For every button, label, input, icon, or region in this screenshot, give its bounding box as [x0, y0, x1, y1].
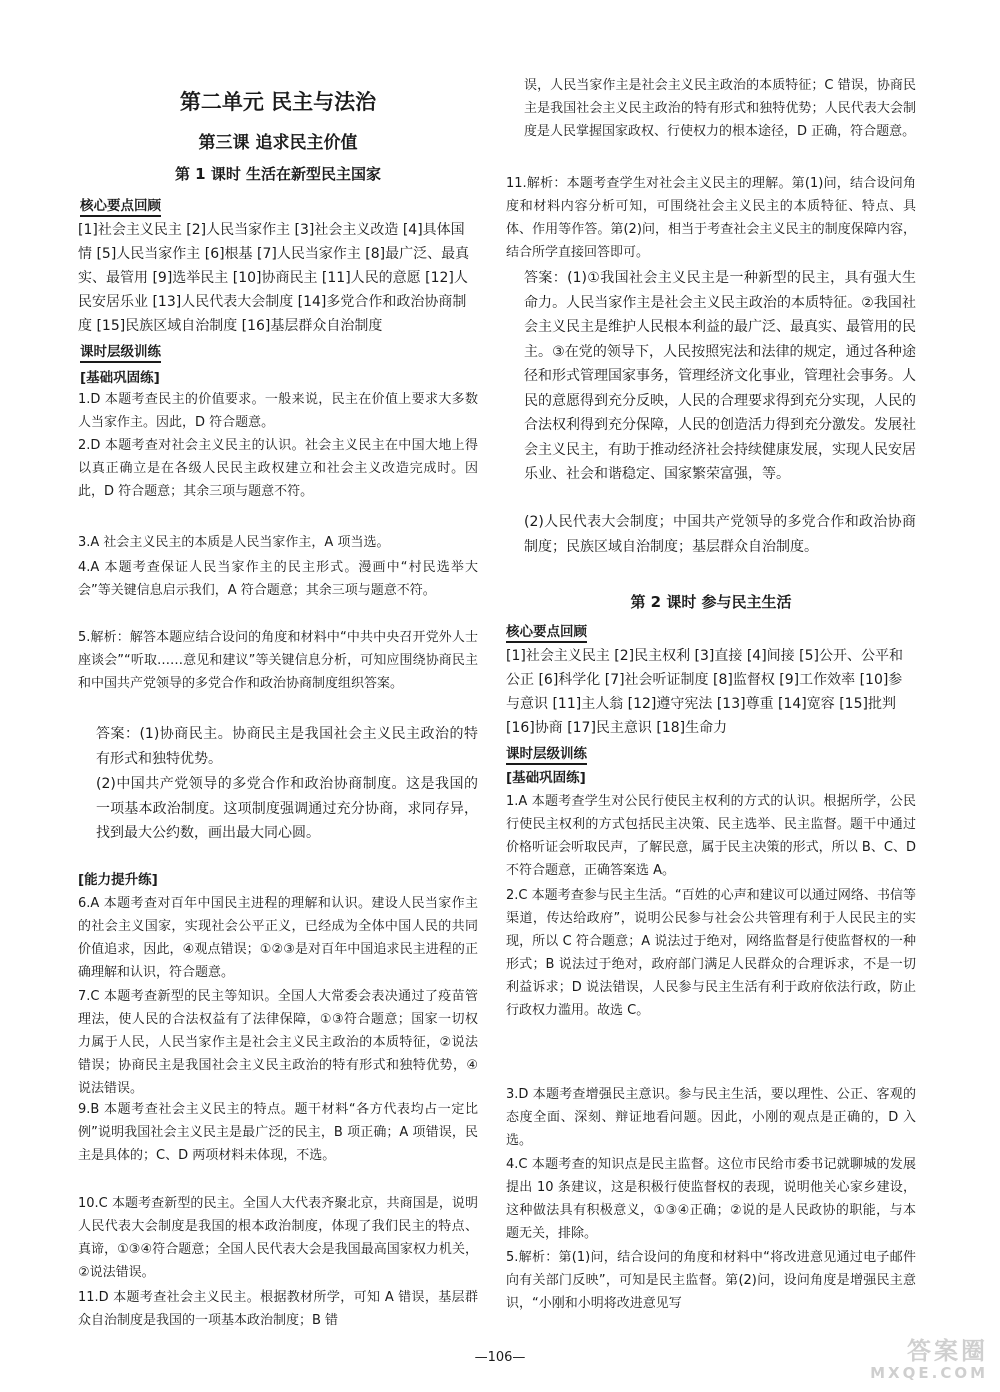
answer-q11: 11.D 本题考查社会主义民主。根据教材所学，可知 A 错误，基层群众自治制度是我国的一项基本政治制度；B 错: [78, 1290, 478, 1328]
answer-r-q5: 5.解析：第(1)问，结合设问的角度和材料中“将改进意见通过电子邮件向有关部门反映”，可知是民主监督。第(2)问，设问角度是增强民主意识，“小刚和小明将改进意见写: [506, 1250, 916, 1311]
page-number: —106—: [474, 1350, 526, 1365]
answer-q11-analysis: 11.解析：本题考查学生对社会主义民主的理解。第(1)问，结合设问角度和材料内容分析可知，可围绕社会主义民主的本质特征、特点、具体、作用等作答。第(2)问，相当于考查社会主义民主的制度保障内容，结合所学直接回答即可。: [506, 176, 916, 260]
basic-practice-label: [基础巩固练]: [80, 370, 160, 386]
unit-title: 第二单元 民主与法治: [179, 90, 377, 114]
watermark-logo: [818, 1338, 988, 1384]
training-label: 课时层级训练: [80, 340, 161, 363]
answer-q11-part1: 答案：(1)①我国社会主义民主是一种新型的民主，具有强大生命力。人民当家作主是社会主义民主政治的本质特征。②我国社会主义民主是维护人民根本利益的最广泛、最真实、最管用的民主。③在党的领导下，人民按照宪法和法律的规定，通过各种途径和形式管理国家事务，管理经济文化事业，管理社会事务。人民的意愿得到充分反映，人民的合理要求得到充分实现，人民的合法权利得到充分保障，人民的创造活力得到充分激发。发展社会主义民主，有助于推动经济社会持续健康发展，实现人民安居乐业、社会和谐稳定、国家繁荣富强，等。: [524, 270, 916, 482]
key-points-list-2: [1]社会主义民主 [2]民主权利 [3]直接 [4]间接 [5]公开、公平和公正 [6]科学化 [7]社会听证制度 [8]监督权 [9]工作效率 [10]参与意识 [11]主人翁 [12]遵守宪法 [13]尊重 [14]宽容 [15]批判 [16]协商 [17]民主意识 [18]生命力: [506, 648, 903, 736]
answer-q2: 2.D 本题考查对社会主义民主的认识。社会主义民主在中国大地上得以真正确立是在各级人民民主政权建立和社会主义改造完成时。因此，D 符合题意；其余三项与题意不符。: [78, 438, 478, 499]
answer-r-q2: 2.C 本题考查参与民主生活。“百姓的心声和建议可以通过网络、书信等渠道，传达给政府”，说明公民参与社会公共管理有利于人民民主的实现，所以 C 符合题意；A 说法过于绝对，网络监督是行使监督权的一种形式；B 说法过于绝对，政府部门满足人民群众的合理诉求，不是一切利益诉求；D 说法错误，人民参与民主生活有利于政府依法行政，防止行政权力滥用。故选 C。: [506, 888, 916, 1018]
answer-q11-part2: (2)人民代表大会制度；中国共产党领导的多党合作和政治协商制度；民族区域自治制度；基层群众自治制度。: [524, 514, 916, 555]
training-label-2: 课时层级训练: [506, 742, 587, 765]
basic-practice-label-2: [基础巩固练]: [506, 770, 586, 786]
section2-title: 第 2 课时 参与民主生活: [630, 593, 792, 611]
section1-title: 第 1 课时 生活在新型民主国家: [174, 165, 382, 183]
answer-r-q1: 1.A 本题考查学生对公民行使民主权利的方式的认识。根据所学，公民行使民主权利的方式包括民主决策、民主选举、民主监督。题干中通过价格听证会听取民声，了解民意，属于民主决策的形式，所以 B、C、D 不符合题意，正确答案选 A。: [506, 794, 916, 878]
answer-q11-continued: 误，人民当家作主是社会主义民主政治的本质特征；C 错误，协商民主是我国社会主义民主政治的特有形式和独特优势；人民代表大会制度是人民掌握国家政权、行使权力的根本途径，D 正确，符合题意。: [524, 78, 916, 139]
answer-q9: 9.B 本题考查社会主义民主的特点。题干材料“各方代表均占一定比例”说明我国社会主义民主是最广泛的民主，B 项正确；A 项错误，民主是具体的；C、D 两项材料未体现，不选。: [78, 1102, 478, 1163]
answer-q1: 1.D 本题考查民主的价值要求。一般来说，民主在价值上要求大多数人当家作主。因此，D 符合题意。: [78, 392, 478, 430]
watermark-line1: 答案圈: [907, 1338, 988, 1365]
key-points-label-2: 核心要点回顾: [506, 620, 587, 643]
lesson-title: 第三课 追求民主价值: [198, 133, 358, 153]
answer-q5-part2: (2)中国共产党领导的多党合作和政治协商制度。这是我国的一项基本政治制度。这项制度强调通过充分协商，求同存异，找到最大公约数，画出最大同心圆。: [96, 776, 478, 841]
answer-q10: 10.C 本题考查新型的民主。全国人大代表齐聚北京，共商国是，说明人民代表大会制度是我国的根本政治制度，体现了我们民主的特点、真谛，①③④符合题意；全国人民代表大会是我国最高国家权力机关，②说法错误。: [78, 1196, 478, 1280]
answer-q5-part1: 答案：(1)协商民主。协商民主是我国社会主义民主政治的特有形式和独特优势。: [96, 726, 478, 767]
key-points-label: 核心要点回顾: [80, 194, 161, 217]
answer-q7: 7.C 本题考查新型的民主等知识。全国人大常委会表决通过了疫苗管理法，使人民的合法权益有了法律保障，①③符合题意；国家一切权力属于人民，人民当家作主是社会主义民主政治的本质特征，②说法错误；协商民主是我国社会主义民主政治的特有形式和独特优势，④说法错误。: [78, 989, 478, 1096]
answer-q5-analysis: 5.解析：解答本题应结合设问的角度和材料中“中共中央召开党外人士座谈会”“听取……意见和建议”等关键信息分析，可知应围绕协商民主和中国共产党领导的多党合作和政治协商制度组织答案。: [78, 630, 478, 691]
key-points-list: [1]社会主义民主 [2]人民当家作主 [3]社会主义改造 [4]具体国情 [5]人民当家作主 [6]根基 [7]人民当家作主 [8]最广泛、最真实、最管用 [9]选举民主 [10]协商民主 [11]人民的意愿 [12]人民安居乐业 [13]人民代表大会制度 [14]多党合作和政治协商制度 [15]民族区域自治制度 [16]基层群众自治制度: [78, 222, 470, 334]
answer-r-q3: 3.D 本题考查增强民主意识。参与民主生活，要以理性、公正、客观的态度全面、深刻、辩证地看问题。因此，小刚的观点是正确的，D 入选。: [506, 1087, 916, 1148]
answer-q6: 6.A 本题考查对百年中国民主进程的理解和认识。建设人民当家作主的社会主义国家，实现社会公平正义，已经成为全体中国人民的共同价值追求，因此，④观点错误；①②③是对百年中国追求民主进程的正确理解和认识，符合题意。: [78, 896, 478, 980]
answer-r-q4: 4.C 本题考查的知识点是民主监督。这位市民给市委书记就聊城的发展提出 10 条建议，这是积极行使监督权的表现，说明他关心家乡建设，这种做法具有积极意义，①③④正确；②说的是人民政协的职能，与本题无关，排除。: [506, 1157, 916, 1241]
watermark-line2: MXQE.COM: [870, 1364, 988, 1382]
answer-q4: 4.A 本题考查保证人民当家作主的民主形式。漫画中“村民选举大会”等关键信息启示我们，A 符合题意；其余三项与题意不符。: [78, 560, 478, 598]
answer-q3: 3.A 社会主义民主的本质是人民当家作主，A 项当选。: [78, 535, 390, 550]
advanced-practice-label: [能力提升练]: [78, 872, 158, 888]
